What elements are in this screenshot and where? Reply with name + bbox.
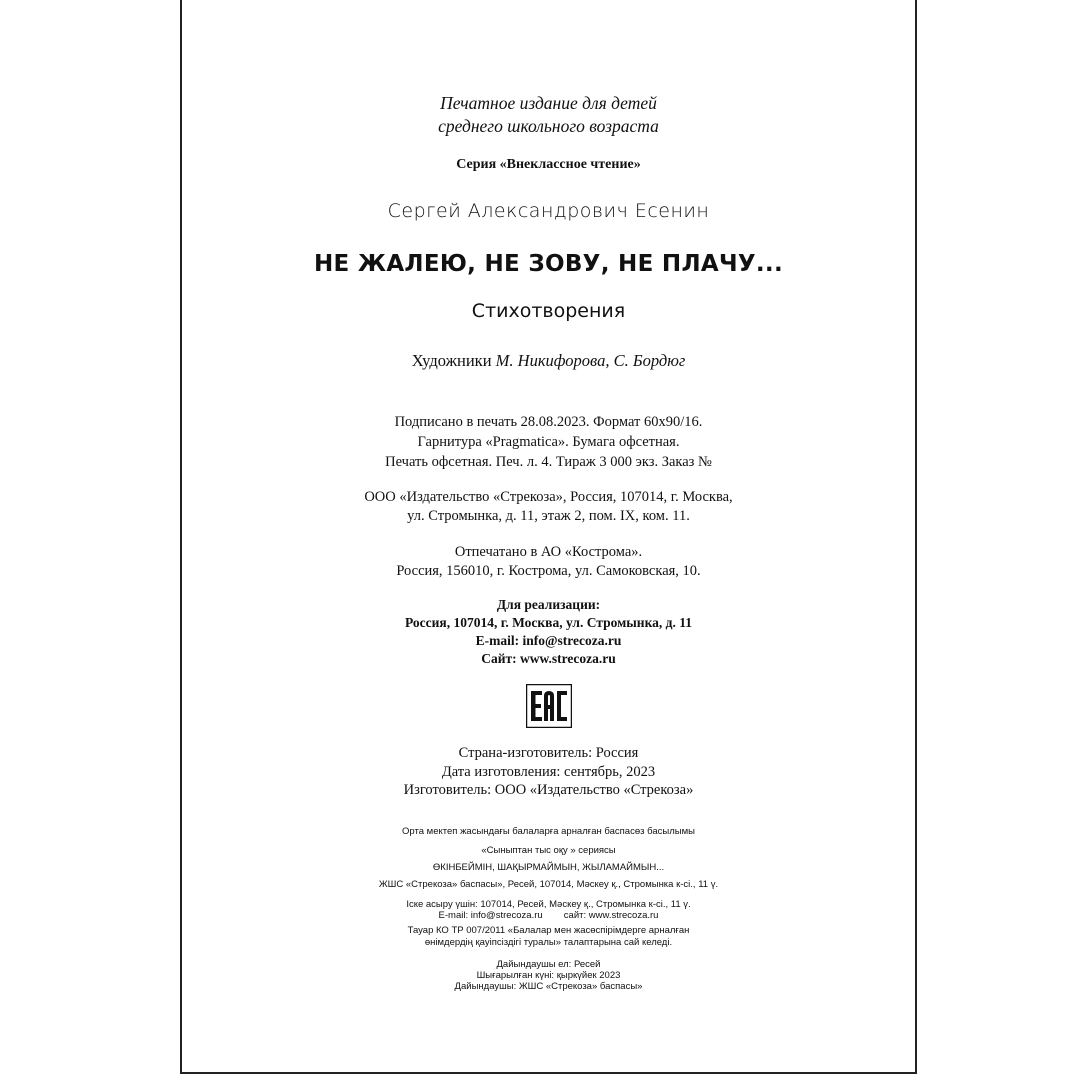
kazakh-line-8: өнімдердің қауіпсіздігі туралы» талаптарына сай келеді. xyxy=(424,937,673,948)
sales-line-3: E-mail: info@strecoza.ru xyxy=(475,633,622,648)
kazakh-line-10: Шығарылған күні: қыркүйек 2023 xyxy=(476,970,621,981)
manufacturer-line-1: Страна-изготовитель: Россия xyxy=(458,745,639,761)
printer-line-1: Отпечатано в АО «Кострома». xyxy=(454,544,643,560)
kazakh-line-4: ЖШС «Стрекоза» баспасы», Ресей, 107014, Мәскеу қ., Стромынка к-сі., 11 ү. xyxy=(378,879,719,890)
print-info-line-3: Печать офсетная. Печ. л. 4. Тираж 3 000 экз. Заказ № xyxy=(385,454,712,470)
book-subtitle: Стихотворения xyxy=(471,300,626,322)
author-name: Сергей Александрович Есенин xyxy=(387,200,710,222)
print-info-line-2: Гарнитура «Pragmatica». Бумага офсетная. xyxy=(417,434,680,450)
series-line: Серия «Внеклассное чтение» xyxy=(456,157,641,172)
eac-icon xyxy=(526,684,572,728)
kazakh-line-11: Дайындаушы: ЖШС «Стрекоза» баспасы» xyxy=(454,981,643,992)
publisher-line-2: ул. Стромынка, д. 11, этаж 2, пом. IX, ком. 11. xyxy=(407,508,690,524)
artists-names: М. Никифорова, С. Бордюг xyxy=(495,351,686,370)
kazakh-line-5: Іске асыру үшін: 107014, Ресей, Мәскеу қ., Стромынка к-сі., 11 ү. xyxy=(406,899,691,910)
artists-line xyxy=(182,351,915,371)
kazakh-line-7: Тауар КО ТР 007/2011 «Балалар мен жасөспірімдерге арналған xyxy=(407,925,690,936)
book-title: НЕ ЖАЛЕЮ, НЕ ЗОВУ, НЕ ПЛАЧУ... xyxy=(314,251,783,277)
kazakh-line-9: Дайындаушы ел: Ресей xyxy=(496,959,601,970)
artists-prefix: Художники xyxy=(411,351,496,370)
printer-line-2: Россия, 156010, г. Кострома, ул. Самоковская, 10. xyxy=(396,563,701,579)
kazakh-line-1: Орта мектеп жасындағы балаларға арналған баспасөз басылымы xyxy=(402,826,695,837)
audience-line-2: среднего школьного возраста xyxy=(438,116,659,136)
manufacturer-line-3: Изготовитель: ООО «Издательство «Стрекоза» xyxy=(403,782,694,798)
print-info-line-1: Подписано в печать 28.08.2023. Формат 60х90/16. xyxy=(394,414,703,430)
imprint-page xyxy=(180,0,917,1074)
kazakh-line-3: ӨКІНБЕЙМІН, ШАҚЫРМАЙМЫН, ЖЫЛАМАЙМЫН... xyxy=(432,862,665,873)
publisher-line-1: ООО «Издательство «Стрекоза», Россия, 107014, г. Москва, xyxy=(364,489,733,505)
manufacturer-line-2: Дата изготовления: сентябрь, 2023 xyxy=(441,764,656,780)
sales-line-2: Россия, 107014, г. Москва, ул. Стромынка, д. 11 xyxy=(405,615,692,630)
kazakh-line-2: «Сыныптан тыс оқу » сериясы xyxy=(481,845,616,856)
sales-line-4: Сайт: www.strecoza.ru xyxy=(481,651,616,666)
audience-line-1: Печатное издание для детей xyxy=(440,93,657,113)
kazakh-line-6: E-mail: info@strecoza.ru сайт: www.strecoza.ru xyxy=(438,910,659,921)
sales-line-1: Для реализации: xyxy=(496,597,601,612)
